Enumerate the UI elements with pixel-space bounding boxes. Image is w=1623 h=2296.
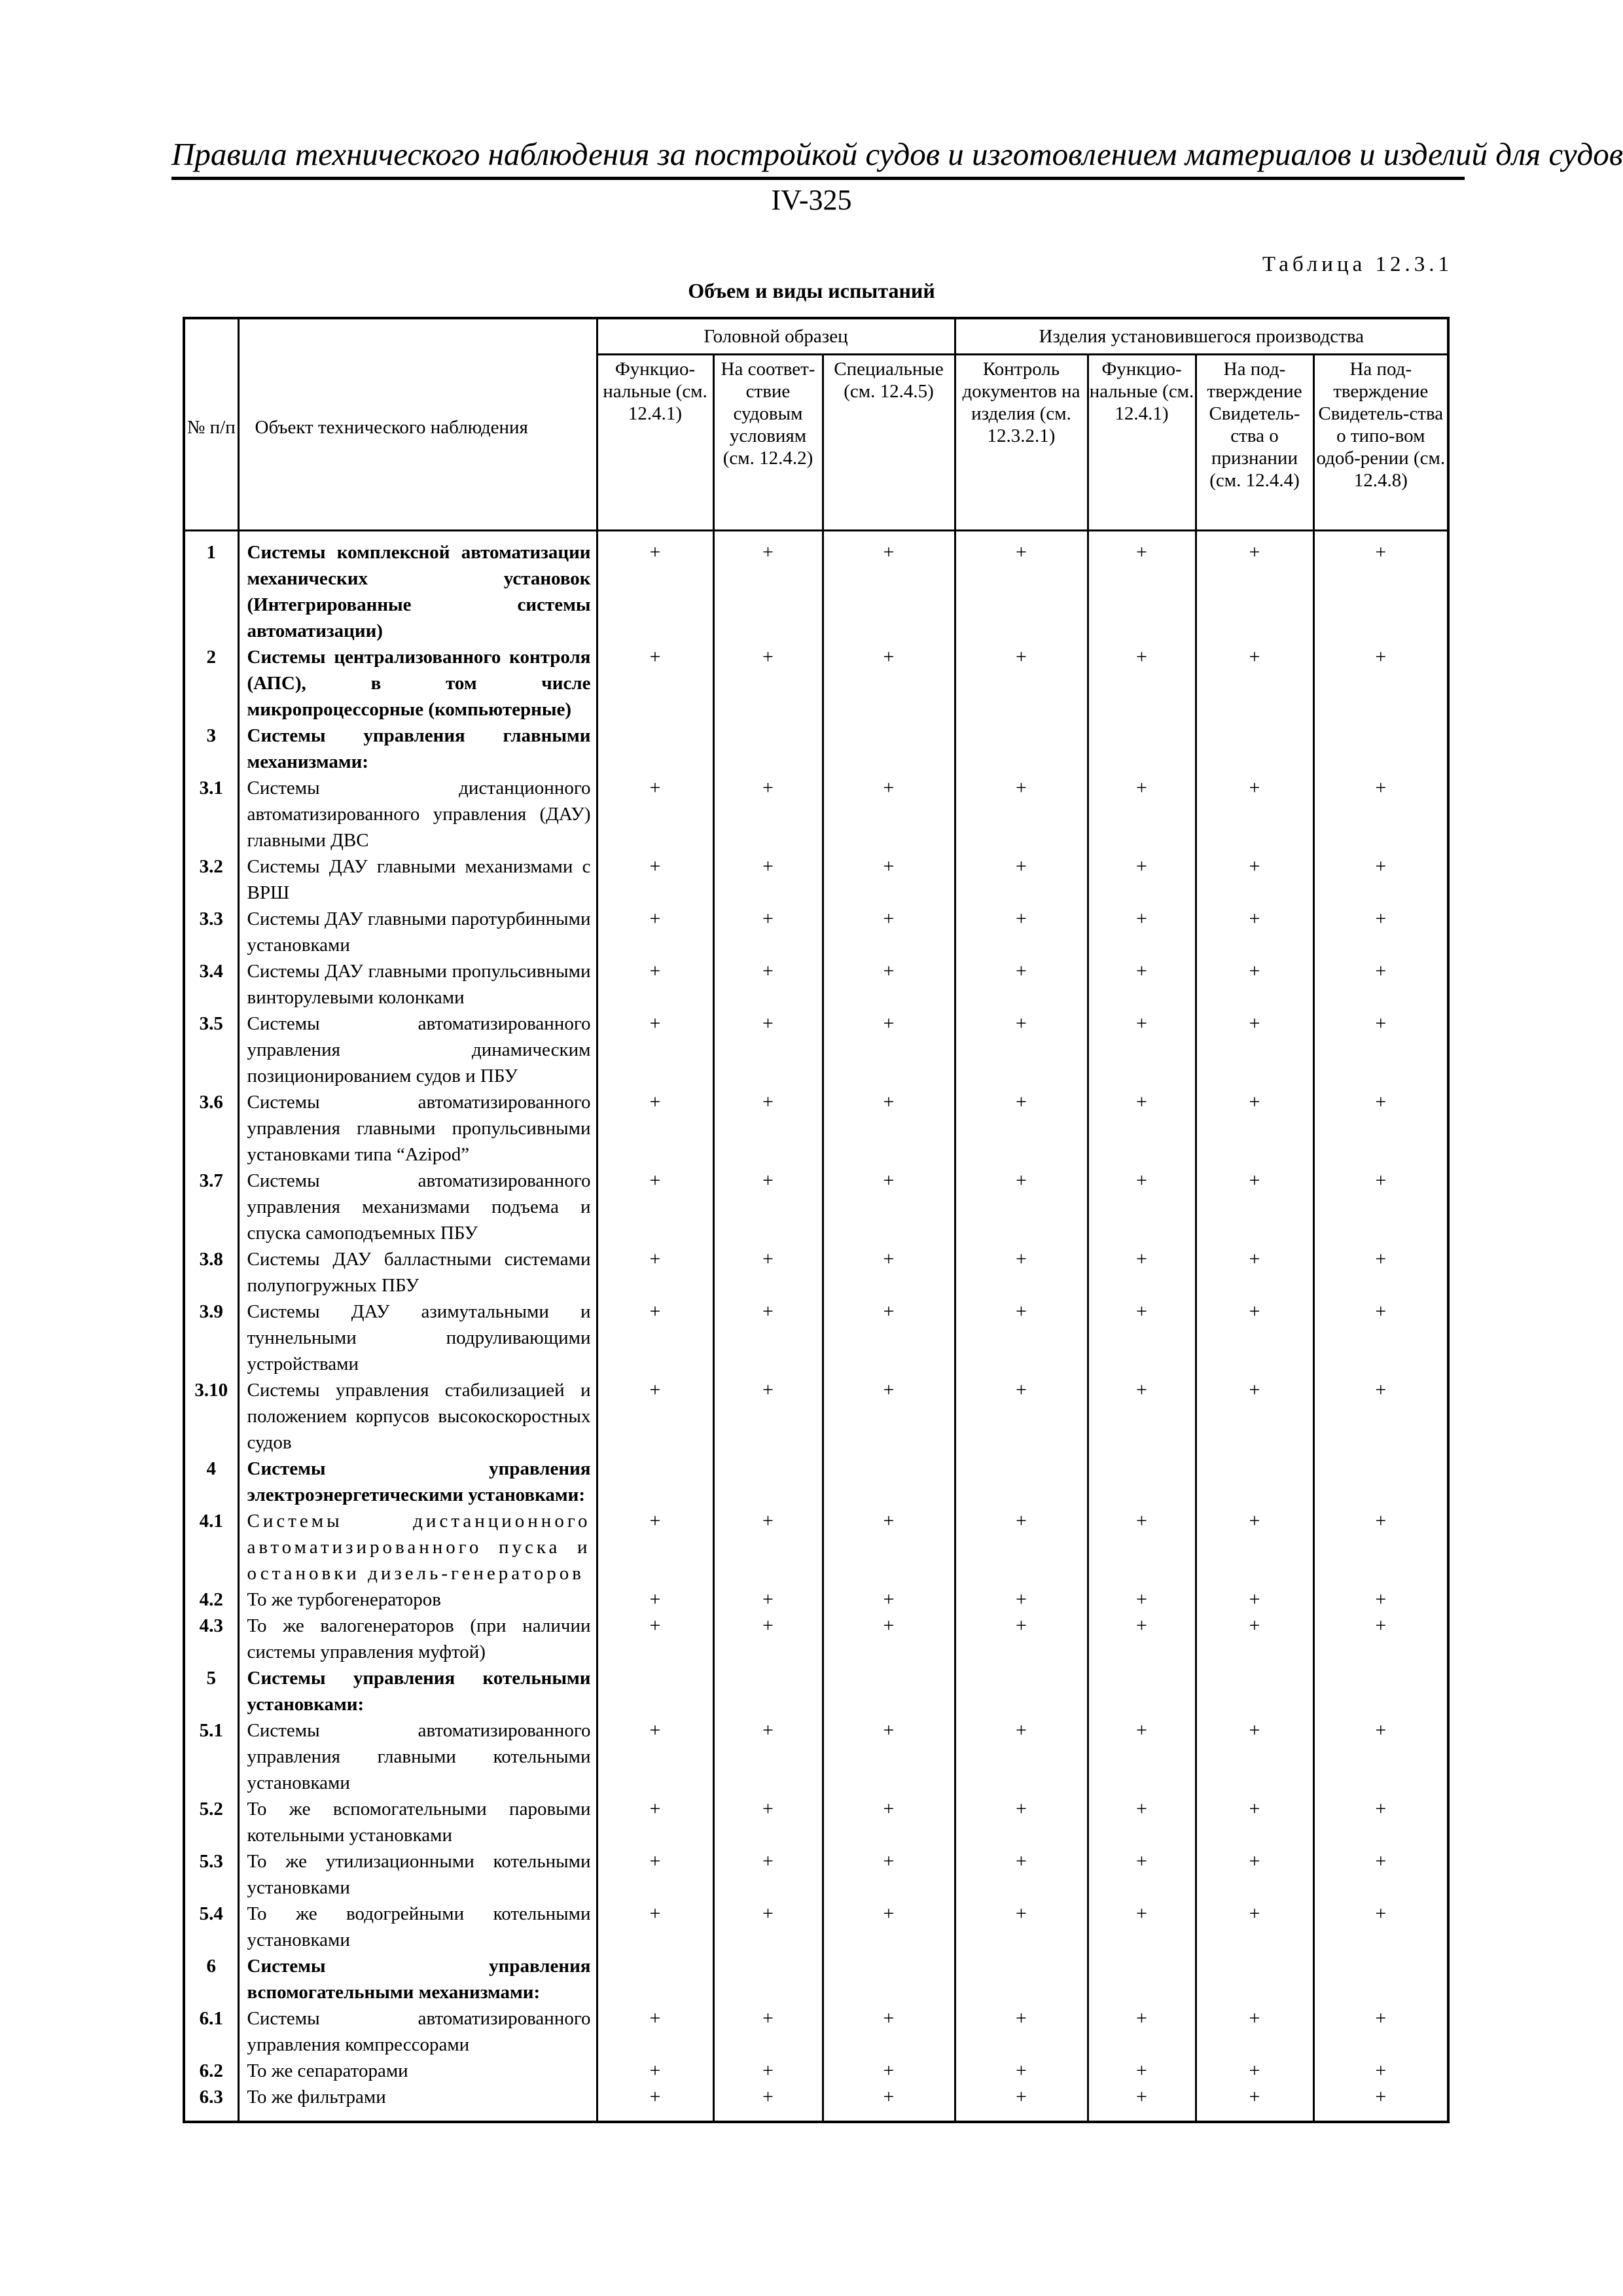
row-mark: + (1313, 1299, 1448, 1377)
row-mark: + (597, 1246, 713, 1299)
row-mark: + (955, 775, 1088, 853)
row-mark: + (713, 1011, 823, 1089)
row-object: Системы ДАУ главными механизмами с ВРШ (238, 853, 597, 906)
row-mark (1313, 1456, 1448, 1508)
table-row (184, 1848, 1448, 1901)
row-mark: + (1088, 531, 1196, 645)
row-object: То же водогрейными котельными установками (238, 1901, 597, 1953)
row-number: 5.4 (184, 1901, 238, 1953)
table-row (184, 1168, 1448, 1246)
row-mark: + (1196, 1796, 1313, 1848)
row-mark: + (713, 644, 823, 723)
row-mark: + (823, 906, 955, 958)
row-mark: + (823, 1613, 955, 1665)
row-mark: + (955, 2058, 1088, 2084)
row-mark (1313, 1665, 1448, 1717)
row-mark: + (823, 1011, 955, 1089)
row-mark: + (1196, 1717, 1313, 1796)
row-mark: + (597, 1168, 713, 1246)
table-row (184, 853, 1448, 906)
table-row (184, 1299, 1448, 1377)
row-object: Системы управления стабилизацией и положением корпусов высокоскоростных судов (238, 1377, 597, 1456)
row-object: Системы автоматизированного управления механизмами подъема и спуска самоподъемных ПБУ (238, 1168, 597, 1246)
col-header-object: Объект технического наблюдения (238, 318, 597, 531)
row-number: 4 (184, 1456, 238, 1508)
row-mark: + (955, 1011, 1088, 1089)
table-row (184, 1953, 1448, 2005)
row-mark: + (1196, 644, 1313, 723)
row-mark: + (1196, 1089, 1313, 1168)
row-mark: + (597, 2058, 713, 2084)
row-mark: + (1088, 1587, 1196, 1613)
row-mark (1196, 1953, 1313, 2005)
row-mark: + (713, 1508, 823, 1587)
row-object: То же утилизационными котельными установками (238, 1848, 597, 1901)
row-mark: + (713, 853, 823, 906)
row-object: Системы управления электроэнергетическими установками: (238, 1456, 597, 1508)
row-mark: + (597, 1901, 713, 1953)
row-object: Системы ДАУ главными пропульсивными винторулевыми колонками (238, 958, 597, 1011)
row-mark (1088, 1665, 1196, 1717)
col-header-special: Специальные (см. 12.4.5) (823, 355, 955, 531)
row-mark: + (1313, 1613, 1448, 1665)
row-number: 3.4 (184, 958, 238, 1011)
row-number: 6 (184, 1953, 238, 2005)
row-mark (597, 1665, 713, 1717)
row-mark: + (1088, 1168, 1196, 1246)
row-mark: + (1088, 1246, 1196, 1299)
col-group-serial: Изделия установившегося производства (955, 318, 1448, 355)
row-mark: + (1196, 1613, 1313, 1665)
row-object: Системы ДАУ азимутальными и туннельными подруливающими устройствами (238, 1299, 597, 1377)
row-number: 1 (184, 531, 238, 645)
row-number: 5.3 (184, 1848, 238, 1901)
col-header-functional-serial: Функцио-нальные (см. 12.4.1) (1088, 355, 1196, 531)
col-header-recognition-cert: На под-тверждение Свидетель-ства о признании (см. 12.4.4) (1196, 355, 1313, 531)
row-object: То же фильтрами (238, 2084, 597, 2122)
row-mark: + (955, 1796, 1088, 1848)
row-mark: + (1313, 531, 1448, 645)
row-mark: + (955, 906, 1088, 958)
row-mark: + (1088, 1299, 1196, 1377)
row-mark: + (823, 2058, 955, 2084)
row-mark: + (955, 1508, 1088, 1587)
row-mark: + (1313, 1901, 1448, 1953)
row-number: 5.1 (184, 1717, 238, 1796)
row-mark: + (955, 1377, 1088, 1456)
row-mark: + (823, 775, 955, 853)
row-mark: + (1196, 531, 1313, 645)
table-row (184, 1011, 1448, 1089)
row-mark: + (1088, 1011, 1196, 1089)
row-object: Системы управления котельными установками: (238, 1665, 597, 1717)
table-title: Объем и виды испытаний (688, 279, 935, 302)
row-mark (955, 723, 1088, 775)
row-number: 3.3 (184, 906, 238, 958)
col-header-type-approval: На под-тверждение Свидетель-ства о типо-вом одоб-рении (см. 12.4.8) (1313, 355, 1448, 531)
row-number: 3.2 (184, 853, 238, 906)
row-mark (823, 1665, 955, 1717)
row-mark: + (597, 906, 713, 958)
row-mark: + (713, 1587, 823, 1613)
row-mark (823, 1953, 955, 2005)
row-mark (597, 1953, 713, 2005)
row-number: 3.8 (184, 1246, 238, 1299)
row-mark: + (1313, 2058, 1448, 2084)
row-mark: + (713, 1377, 823, 1456)
row-mark: + (713, 1168, 823, 1246)
row-number: 5 (184, 1665, 238, 1717)
row-mark: + (955, 1848, 1088, 1901)
row-mark: + (1196, 958, 1313, 1011)
row-object: Системы автоматизированного управления динамическим позиционированием судов и ПБУ (238, 1011, 597, 1089)
row-mark: + (597, 2084, 713, 2122)
row-mark: + (1196, 1377, 1313, 1456)
table-row (184, 2058, 1448, 2084)
table-row (184, 1089, 1448, 1168)
row-mark: + (1196, 2058, 1313, 2084)
row-object: Системы дистанционного автоматизированного пуска и остановки дизель-генераторов (238, 1508, 597, 1587)
row-mark: + (597, 1717, 713, 1796)
row-mark: + (1313, 2084, 1448, 2122)
row-mark: + (1313, 1848, 1448, 1901)
row-mark: + (823, 1901, 955, 1953)
row-mark (1196, 723, 1313, 775)
row-mark: + (1088, 644, 1196, 723)
row-mark: + (1313, 775, 1448, 853)
row-mark: + (713, 1717, 823, 1796)
row-mark: + (597, 958, 713, 1011)
table-row (184, 1665, 1448, 1717)
row-mark: + (823, 1717, 955, 1796)
page-number: IV-325 (771, 184, 852, 216)
row-object: То же турбогенераторов (238, 1587, 597, 1613)
row-mark: + (713, 2084, 823, 2122)
row-number: 3.1 (184, 775, 238, 853)
row-mark: + (823, 1587, 955, 1613)
row-mark: + (1088, 1613, 1196, 1665)
row-number: 2 (184, 644, 238, 723)
row-mark: + (1088, 1796, 1196, 1848)
row-mark: + (597, 1796, 713, 1848)
table-row (184, 1246, 1448, 1299)
row-mark: + (955, 2005, 1088, 2058)
row-mark: + (823, 644, 955, 723)
table-row (184, 723, 1448, 775)
row-mark: + (1196, 2005, 1313, 2058)
row-mark (823, 1456, 955, 1508)
row-object: Системы автоматизированного управления компрессорами (238, 2005, 597, 2058)
row-object: То же сепараторами (238, 2058, 597, 2084)
table-row (184, 1377, 1448, 1456)
row-mark (713, 1665, 823, 1717)
row-mark: + (1196, 1246, 1313, 1299)
row-mark: + (955, 1299, 1088, 1377)
row-mark: + (713, 1848, 823, 1901)
document-running-title: Правила технического наблюдения за постройкой судов и изготовлением материалов и изделий для судов (171, 136, 1623, 172)
table-row (184, 1587, 1448, 1613)
row-mark: + (1196, 1901, 1313, 1953)
row-mark: + (1313, 644, 1448, 723)
row-number: 4.3 (184, 1613, 238, 1665)
row-mark: + (955, 1587, 1088, 1613)
row-mark: + (1088, 2005, 1196, 2058)
col-header-ship-conditions: На соответ-ствие судовым условиям (см. 12.4.2) (713, 355, 823, 531)
row-mark: + (1196, 1848, 1313, 1901)
row-object: Системы централизованного контроля (АПС), в том числе микропроцессорные (компьютерные) (238, 644, 597, 723)
row-mark: + (823, 531, 955, 645)
row-mark: + (823, 1377, 955, 1456)
row-number: 3.10 (184, 1377, 238, 1456)
row-mark (955, 1456, 1088, 1508)
row-mark: + (597, 1011, 713, 1089)
row-mark: + (713, 958, 823, 1011)
row-mark: + (955, 2084, 1088, 2122)
row-number: 3.5 (184, 1011, 238, 1089)
table-row (184, 775, 1448, 853)
row-mark: + (597, 1299, 713, 1377)
row-mark (713, 1953, 823, 2005)
row-object: Системы ДАУ главными паротурбинными установками (238, 906, 597, 958)
row-mark: + (597, 1508, 713, 1587)
row-mark: + (713, 775, 823, 853)
row-mark: + (1088, 1901, 1196, 1953)
row-mark: + (823, 1246, 955, 1299)
row-number: 3.6 (184, 1089, 238, 1168)
row-object: То же вспомогательными паровыми котельными установками (238, 1796, 597, 1848)
row-mark: + (1088, 775, 1196, 853)
row-mark: + (597, 1613, 713, 1665)
row-mark: + (1088, 2058, 1196, 2084)
row-object: Системы автоматизированного управления главными пропульсивными установками типа “Azipod” (238, 1089, 597, 1168)
row-mark: + (1088, 1717, 1196, 1796)
row-mark: + (713, 1246, 823, 1299)
row-object: Системы управления главными механизмами: (238, 723, 597, 775)
row-mark: + (955, 1717, 1088, 1796)
row-mark (597, 723, 713, 775)
row-number: 6.1 (184, 2005, 238, 2058)
row-mark: + (1088, 853, 1196, 906)
row-mark: + (823, 1168, 955, 1246)
table-row (184, 1796, 1448, 1848)
row-number: 6.2 (184, 2058, 238, 2084)
row-object: Системы комплексной автоматизации механических установок (Интегрированные системы автоматизации) (238, 531, 597, 645)
row-mark: + (713, 2005, 823, 2058)
row-mark: + (823, 2084, 955, 2122)
row-mark: + (713, 1796, 823, 1848)
table-row (184, 1717, 1448, 1796)
row-mark: + (1313, 1508, 1448, 1587)
row-mark (713, 723, 823, 775)
row-mark: + (955, 853, 1088, 906)
row-number: 3.9 (184, 1299, 238, 1377)
col-header-num: № п/п (184, 318, 238, 531)
row-mark: + (955, 1168, 1088, 1246)
row-mark: + (1196, 775, 1313, 853)
row-number: 3 (184, 723, 238, 775)
row-mark: + (955, 1089, 1088, 1168)
row-mark: + (823, 2005, 955, 2058)
table-row (184, 906, 1448, 958)
row-mark: + (597, 1848, 713, 1901)
row-mark: + (713, 1901, 823, 1953)
row-mark (823, 723, 955, 775)
row-mark: + (713, 1613, 823, 1665)
row-mark: + (1313, 1168, 1448, 1246)
row-number: 5.2 (184, 1796, 238, 1848)
row-mark: + (1313, 1246, 1448, 1299)
row-mark: + (597, 1377, 713, 1456)
row-mark: + (1196, 1508, 1313, 1587)
row-mark (1313, 1953, 1448, 2005)
col-group-prototype: Головной образец (597, 318, 955, 355)
row-mark: + (713, 906, 823, 958)
row-mark (955, 1665, 1088, 1717)
row-mark: + (713, 1299, 823, 1377)
row-object: Системы дистанционного автоматизированного управления (ДАУ) главными ДВС (238, 775, 597, 853)
row-mark: + (1088, 958, 1196, 1011)
table-row (184, 1901, 1448, 1953)
row-mark (1196, 1665, 1313, 1717)
row-mark: + (823, 958, 955, 1011)
row-mark: + (713, 531, 823, 645)
row-number: 4.1 (184, 1508, 238, 1587)
row-mark: + (1196, 2084, 1313, 2122)
row-mark: + (1313, 1377, 1448, 1456)
row-mark: + (823, 1848, 955, 1901)
row-mark: + (597, 644, 713, 723)
row-mark: + (713, 1089, 823, 1168)
row-object: Системы управления вспомогательными механизмами: (238, 1953, 597, 2005)
row-mark (1313, 723, 1448, 775)
row-mark: + (1196, 1011, 1313, 1089)
row-mark: + (955, 1613, 1088, 1665)
row-mark: + (597, 1587, 713, 1613)
row-mark: + (823, 1508, 955, 1587)
row-mark (713, 1456, 823, 1508)
table-row (184, 1508, 1448, 1587)
row-mark: + (823, 1796, 955, 1848)
row-mark: + (1088, 1508, 1196, 1587)
row-mark: + (955, 1901, 1088, 1953)
row-mark: + (955, 1246, 1088, 1299)
row-mark: + (823, 853, 955, 906)
header-rule (171, 177, 1465, 180)
row-mark (1088, 723, 1196, 775)
table-label: Таблица 12.3.1 (1262, 253, 1453, 276)
row-mark: + (1088, 2084, 1196, 2122)
row-mark: + (1088, 1377, 1196, 1456)
col-header-doc-control: Контроль документов на изделия (см. 12.3.2.1) (955, 355, 1088, 531)
row-mark: + (1313, 1089, 1448, 1168)
row-mark (597, 1456, 713, 1508)
table-row (184, 2005, 1448, 2058)
row-mark: + (1196, 1168, 1313, 1246)
col-header-functional-proto: Функцио-нальные (см. 12.4.1) (597, 355, 713, 531)
row-mark: + (955, 644, 1088, 723)
table-row (184, 531, 1448, 645)
row-mark: + (597, 775, 713, 853)
row-mark: + (1088, 1848, 1196, 1901)
row-mark: + (955, 531, 1088, 645)
row-mark: + (1313, 958, 1448, 1011)
row-object: Системы автоматизированного управления главными котельными установками (238, 1717, 597, 1796)
table-row (184, 2084, 1448, 2122)
row-mark (955, 1953, 1088, 2005)
row-mark: + (1196, 906, 1313, 958)
row-mark: + (823, 1089, 955, 1168)
row-mark: + (955, 958, 1088, 1011)
row-mark: + (1088, 1089, 1196, 1168)
row-number: 4.2 (184, 1587, 238, 1613)
row-mark: + (1313, 1796, 1448, 1848)
row-object: То же валогенераторов (при наличии системы управления муфтой) (238, 1613, 597, 1665)
row-mark: + (1313, 1587, 1448, 1613)
row-mark: + (597, 1089, 713, 1168)
row-mark: + (823, 1299, 955, 1377)
row-mark: + (1196, 1299, 1313, 1377)
table-row (184, 644, 1448, 723)
row-mark: + (1313, 906, 1448, 958)
table-row (184, 1456, 1448, 1508)
row-mark: + (597, 853, 713, 906)
row-mark (1088, 1953, 1196, 2005)
table-row (184, 1613, 1448, 1665)
row-mark (1088, 1456, 1196, 1508)
row-mark: + (597, 531, 713, 645)
table-row (184, 958, 1448, 1011)
row-mark: + (713, 2058, 823, 2084)
row-mark (1196, 1456, 1313, 1508)
row-object: Системы ДАУ балластными системами полупогружных ПБУ (238, 1246, 597, 1299)
row-mark: + (1313, 853, 1448, 906)
row-mark: + (1196, 1587, 1313, 1613)
tests-table (183, 317, 1450, 2123)
row-mark: + (1313, 2005, 1448, 2058)
table-body (184, 531, 1448, 2123)
row-number: 3.7 (184, 1168, 238, 1246)
row-mark: + (597, 2005, 713, 2058)
row-number: 6.3 (184, 2084, 238, 2122)
row-mark: + (1313, 1011, 1448, 1089)
row-mark: + (1313, 1717, 1448, 1796)
row-mark: + (1088, 906, 1196, 958)
row-mark: + (1196, 853, 1313, 906)
